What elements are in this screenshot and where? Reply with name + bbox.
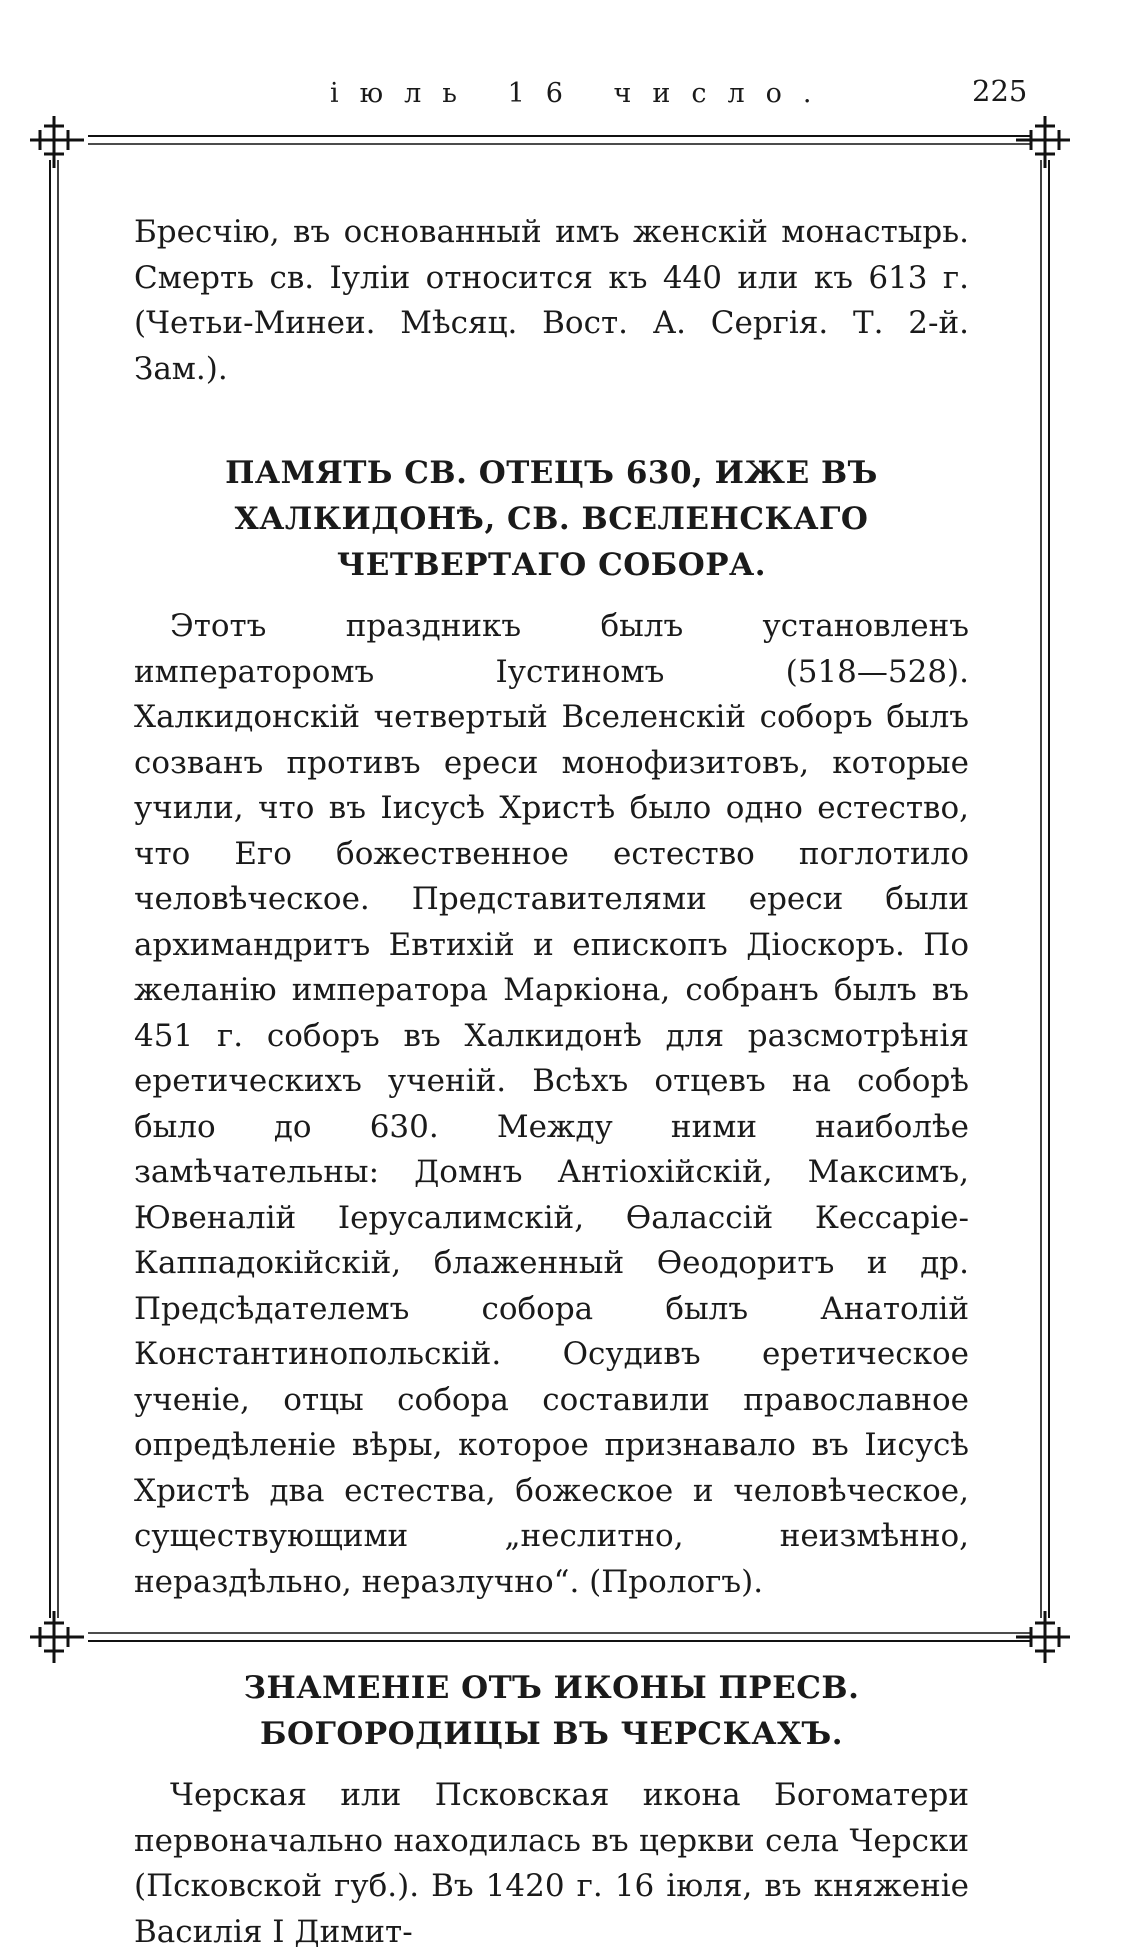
- section1-body: Этотъ праздникъ былъ установленъ императоромъ Іустиномъ (518—528). Халкидонскій четвертый Вселенскій соборъ былъ созванъ противъ ереси монофизитовъ, которые учили, что въ Іисусѣ Христѣ было одно естество, что Его божественное естество поглотило человѣческое. Представителями ереси были архимандритъ Евтихій и епископъ Діоскоръ. По желанію императора Маркіона, собранъ былъ въ 451 г. соборъ въ Халкидонѣ для разсмотрѣнія еретическихъ ученій. Всѣхъ отцевъ на соборѣ было до 630. Между ними наиболѣе замѣчательны: Домнъ Антіохійскій, Максимъ, Ювеналій Іерусалимскій, Ѳалассій Кессаріе-Каппадокійскій, блаженный Ѳеодоритъ и др. Предсѣдателемъ собора былъ Анатолій Константинопольскій. Осудивъ еретическое ученіе, отцы собора составили православное опредѣленіе вѣры, которое признавало въ Іисусѣ Христѣ два естества, божеское и человѣческое, существующими „неслитно, неизмѣнно, нераздѣльно, неразлучно“. (Прологъ).: [134, 608, 969, 1600]
- section1-title: ПАМЯТЬ СВ. ОТЕЦЪ 630, ИЖЕ ВЪ ХАЛКИДОНѢ, СВ. ВСЕЛЕНСКАГО ЧЕТВЕРТАГО СОБОРА.: [225, 455, 878, 583]
- page-content: [134, 210, 969, 1955]
- section2-body: Черская или Псковская икона Богоматери первоначально находилась въ церкви села Черски (Псковской губ.). Въ 1420 г. 16 іюля, въ княженіе Василія I Димит-: [134, 1777, 969, 1950]
- page-number: 225: [972, 74, 1028, 108]
- intro-paragraph: Бресчію, въ основанный имъ женскій монастырь. Смерть св. Іуліи относится къ 440 или къ 613 г. (Четьи-Минеи. Мѣсяц. Вост. А. Сергія. Т. 2-й. Зам.).: [134, 214, 969, 387]
- section2-title: ЗНАМЕНІЕ ОТЪ ИКОНЫ ПРЕСВ. БОГОРОДИЦЫ ВЪ ЧЕРСКАХЪ.: [243, 1670, 860, 1752]
- running-head: іюль 16 число.: [330, 78, 833, 109]
- corner-ornament-top-right: [1016, 116, 1070, 168]
- corner-ornament-bottom-left: [30, 1611, 84, 1663]
- corner-ornament-top-left: [30, 116, 84, 168]
- corner-ornament-bottom-right: [1016, 1611, 1070, 1663]
